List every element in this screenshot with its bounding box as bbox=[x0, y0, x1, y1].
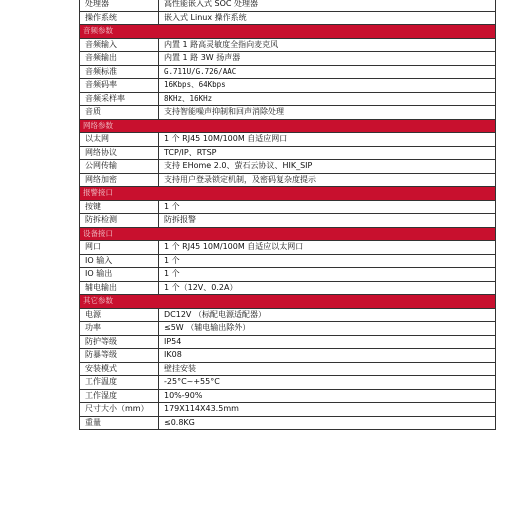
spec-label: 音频码率 bbox=[80, 79, 159, 93]
spec-row bbox=[80, 11, 496, 25]
spec-label: 以太网 bbox=[80, 133, 159, 147]
spec-label: 网络协议 bbox=[80, 146, 159, 160]
spec-value: 1 个 bbox=[159, 200, 496, 214]
spec-label: 音频标准 bbox=[80, 65, 159, 79]
spec-row bbox=[80, 52, 496, 66]
spec-value: 支持智能噪声抑制和回声消除处理 bbox=[159, 106, 496, 120]
spec-value: DC12V （标配电源适配器） bbox=[159, 308, 496, 322]
spec-row bbox=[80, 241, 496, 255]
spec-label: 操作系统 bbox=[80, 11, 159, 25]
spec-value: 16Kbps、64Kbps bbox=[159, 79, 496, 93]
spec-value: -25°C~+55°C bbox=[159, 376, 496, 390]
spec-value: 壁挂安装 bbox=[159, 362, 496, 376]
spec-label: 功率 bbox=[80, 322, 159, 336]
spec-value: 支持用户登录锁定机制，及密码复杂度提示 bbox=[159, 173, 496, 187]
section-header bbox=[80, 187, 496, 201]
section-header bbox=[80, 227, 496, 241]
spec-row bbox=[80, 106, 496, 120]
spec-row bbox=[80, 416, 496, 430]
spec-label: 辅电输出 bbox=[80, 281, 159, 295]
spec-row bbox=[80, 92, 496, 106]
spec-row bbox=[80, 335, 496, 349]
spec-label: 尺寸大小（mm） bbox=[80, 403, 159, 417]
spec-row bbox=[80, 376, 496, 390]
spec-value: 嵌入式 Linux 操作系统 bbox=[159, 11, 496, 25]
spec-value: TCP/IP、RTSP bbox=[159, 146, 496, 160]
spec-label: 安装模式 bbox=[80, 362, 159, 376]
spec-row bbox=[80, 254, 496, 268]
spec-value: ≤0.8KG bbox=[159, 416, 496, 430]
section-header bbox=[80, 25, 496, 39]
section-title: 音频参数 bbox=[80, 25, 496, 39]
spec-row bbox=[80, 146, 496, 160]
spec-label: 工作温度 bbox=[80, 376, 159, 390]
spec-value: 1 个 bbox=[159, 254, 496, 268]
spec-value: 10%-90% bbox=[159, 389, 496, 403]
spec-label: 工作湿度 bbox=[80, 389, 159, 403]
spec-value: 内置 1 路高灵敏度全指向麦克风 bbox=[159, 38, 496, 52]
spec-row bbox=[80, 160, 496, 174]
spec-label: 电源 bbox=[80, 308, 159, 322]
spec-row bbox=[80, 133, 496, 147]
spec-row bbox=[80, 362, 496, 376]
spec-value: 内置 1 路 3W 扬声器 bbox=[159, 52, 496, 66]
spec-row bbox=[80, 349, 496, 363]
spec-value: 高性能嵌入式 SOC 处理器 bbox=[159, 0, 496, 11]
spec-value: IK08 bbox=[159, 349, 496, 363]
spec-value: G.711U/G.726/AAC bbox=[159, 65, 496, 79]
spec-row bbox=[80, 65, 496, 79]
spec-row bbox=[80, 308, 496, 322]
spec-value: 支持 EHome 2.0、萤石云协议、HIK_SIP bbox=[159, 160, 496, 174]
section-header bbox=[80, 119, 496, 133]
spec-value: 8KHz、16KHz bbox=[159, 92, 496, 106]
spec-row bbox=[80, 173, 496, 187]
spec-value: 防拆报警 bbox=[159, 214, 496, 228]
spec-label: 防拆检测 bbox=[80, 214, 159, 228]
spec-label: 网络加密 bbox=[80, 173, 159, 187]
spec-row bbox=[80, 281, 496, 295]
spec-row bbox=[80, 38, 496, 52]
spec-row bbox=[80, 214, 496, 228]
spec-value: 1 个（12V、0.2A） bbox=[159, 281, 496, 295]
spec-row bbox=[80, 389, 496, 403]
spec-table bbox=[79, 0, 496, 430]
spec-value: 1 个 RJ45 10M/100M 自适应以太网口 bbox=[159, 241, 496, 255]
spec-row bbox=[80, 322, 496, 336]
spec-label: 防护等级 bbox=[80, 335, 159, 349]
spec-row bbox=[80, 403, 496, 417]
spec-label: 网口 bbox=[80, 241, 159, 255]
section-header bbox=[80, 295, 496, 309]
spec-value: 179X114X43.5mm bbox=[159, 403, 496, 417]
spec-value: ≤5W （辅电输出除外） bbox=[159, 322, 496, 336]
spec-label: 防暴等级 bbox=[80, 349, 159, 363]
spec-table-body bbox=[80, 0, 496, 430]
spec-row bbox=[80, 200, 496, 214]
section-title: 设备接口 bbox=[80, 227, 496, 241]
section-title: 报警接口 bbox=[80, 187, 496, 201]
spec-label: 按键 bbox=[80, 200, 159, 214]
section-title: 其它参数 bbox=[80, 295, 496, 309]
spec-label: 音频采样率 bbox=[80, 92, 159, 106]
spec-label: 音质 bbox=[80, 106, 159, 120]
spec-row bbox=[80, 79, 496, 93]
section-title: 网络参数 bbox=[80, 119, 496, 133]
spec-label: 重量 bbox=[80, 416, 159, 430]
spec-value: 1 个 bbox=[159, 268, 496, 282]
spec-label: 处理器 bbox=[80, 0, 159, 11]
spec-label: 公网传输 bbox=[80, 160, 159, 174]
spec-label: IO 输出 bbox=[80, 268, 159, 282]
spec-label: 音频输入 bbox=[80, 38, 159, 52]
spec-row bbox=[80, 0, 496, 11]
spec-label: 音频输出 bbox=[80, 52, 159, 66]
spec-value: 1 个 RJ45 10M/100M 自适应网口 bbox=[159, 133, 496, 147]
spec-label: IO 输入 bbox=[80, 254, 159, 268]
spec-row bbox=[80, 268, 496, 282]
spec-value: IP54 bbox=[159, 335, 496, 349]
